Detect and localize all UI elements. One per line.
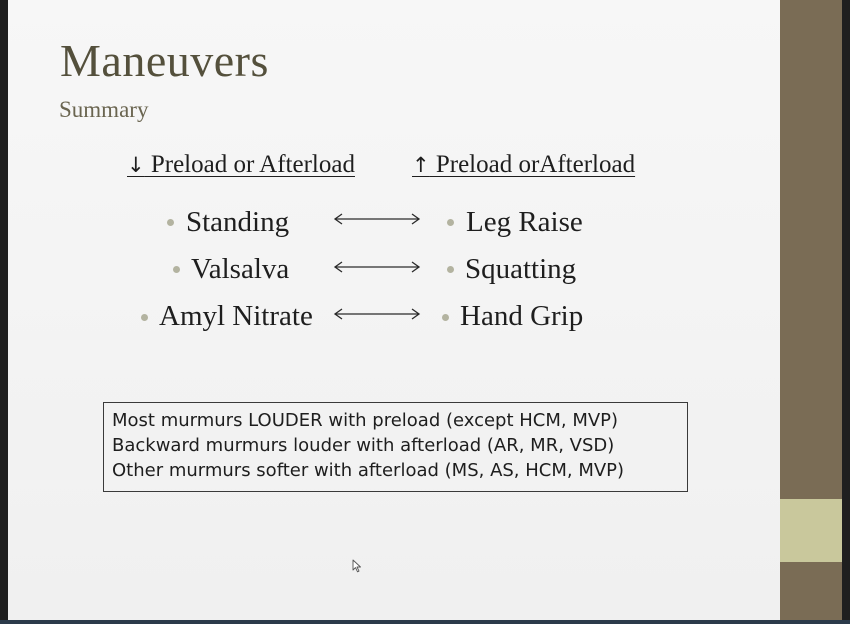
bullet-icon xyxy=(141,314,148,321)
summary-line: Backward murmurs louder with afterload (AR, MR, VSD) xyxy=(112,435,615,456)
increase-heading xyxy=(412,151,635,179)
bullet-icon xyxy=(447,219,454,226)
maneuver-increase: Hand Grip xyxy=(460,300,584,332)
bullet-icon xyxy=(447,266,454,273)
maneuver-decrease: Amyl Nitrate xyxy=(159,300,313,332)
double-headed-arrow-icon xyxy=(333,212,421,226)
down-arrow-icon: ↓ xyxy=(127,153,145,177)
bullet-icon xyxy=(442,314,449,321)
summary-line: Other murmurs softer with afterload (MS, AS, HCM, MVP) xyxy=(112,460,625,481)
maneuver-increase: Squatting xyxy=(465,253,577,285)
bullet-icon xyxy=(173,266,180,273)
maneuver-decrease: Standing xyxy=(186,206,290,238)
decrease-heading xyxy=(127,151,355,179)
side-decoration-accent xyxy=(780,499,842,562)
slide xyxy=(8,0,780,620)
summary-line: Most murmurs LOUDER with preload (except HCM, MVP) xyxy=(112,410,619,431)
double-headed-arrow-icon xyxy=(333,260,421,274)
slide-subtitle: Summary xyxy=(59,97,149,122)
summary-box xyxy=(103,402,688,492)
mouse-pointer-icon xyxy=(352,559,362,573)
double-headed-arrow-icon xyxy=(333,307,421,321)
up-arrow-icon: ↑ xyxy=(412,153,430,177)
slide-title: Maneuvers xyxy=(60,35,269,86)
bullet-icon xyxy=(167,219,174,226)
maneuver-decrease: Valsalva xyxy=(191,253,290,285)
increase-heading-label: Preload orAfterload xyxy=(429,151,636,178)
decrease-heading-label: Preload or Afterload xyxy=(144,151,355,178)
bottom-border xyxy=(0,620,850,624)
maneuver-increase: Leg Raise xyxy=(466,206,583,238)
